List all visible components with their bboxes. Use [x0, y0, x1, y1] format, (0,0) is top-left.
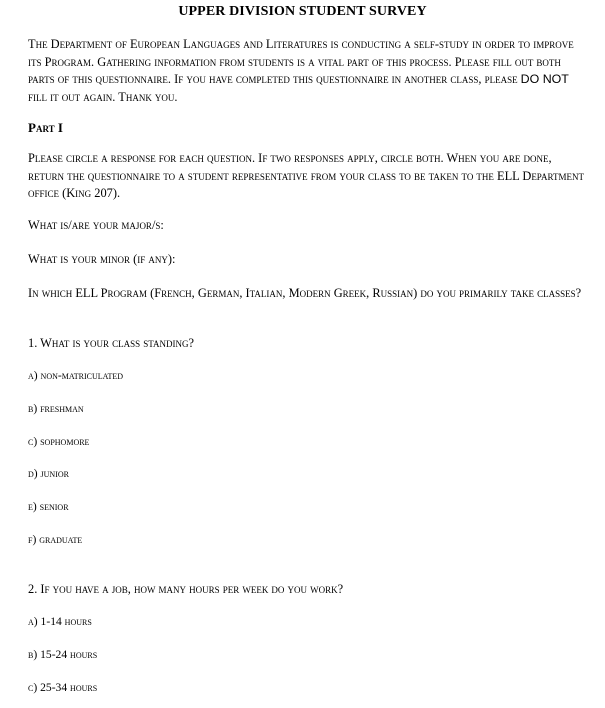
question-majors: What is/are your major/s: [28, 218, 164, 232]
intro-text-before: The Department of European Languages and Literatures is conducting a self-study in order to improve its Program. Gathering information from students is a vital part of this process. Please fill out both parts of this questionnaire. If you have completed this questionnaire in another class, please [28, 37, 574, 86]
q2-option-c[interactable]: c) 25-34 hours [28, 681, 98, 694]
q1-option-d[interactable]: d) junior [28, 467, 69, 480]
q2-option-b[interactable]: b) 15-24 hours [28, 648, 98, 661]
q2-option-a[interactable]: a) 1-14 hours [28, 615, 92, 628]
question-minor: What is your minor (if any): [28, 252, 176, 266]
q1-option-b[interactable]: b) freshman [28, 402, 84, 415]
intro-text-after: fill it out again. Thank you. [28, 89, 178, 104]
q1-option-a[interactable]: a) non-matriculated [28, 369, 124, 382]
part-heading: Part I [28, 120, 63, 135]
q1-option-e[interactable]: e) senior [28, 500, 69, 513]
intro-emphasis: DO NOT [520, 72, 569, 86]
q1-option-c[interactable]: c) sophomore [28, 435, 90, 448]
question-2: 2. If you have a job, how many hours per week do you work? [28, 582, 344, 596]
survey-title: UPPER DIVISION STUDENT SURVEY [178, 4, 427, 19]
q1-option-f[interactable]: f) graduate [28, 533, 83, 546]
instructions-paragraph: Please circle a response for each question. If two responses apply, circle both. When you are done, return the questionnaire to a student representative from your class to be taken to the ELL Department office (King 207). [28, 151, 584, 200]
question-program: In which ELL Program (French, German, Italian, Modern Greek, Russian) do you primarily take classes? [28, 286, 582, 300]
question-1: 1. What is your class standing? [28, 336, 195, 350]
intro-paragraph [28, 36, 590, 106]
